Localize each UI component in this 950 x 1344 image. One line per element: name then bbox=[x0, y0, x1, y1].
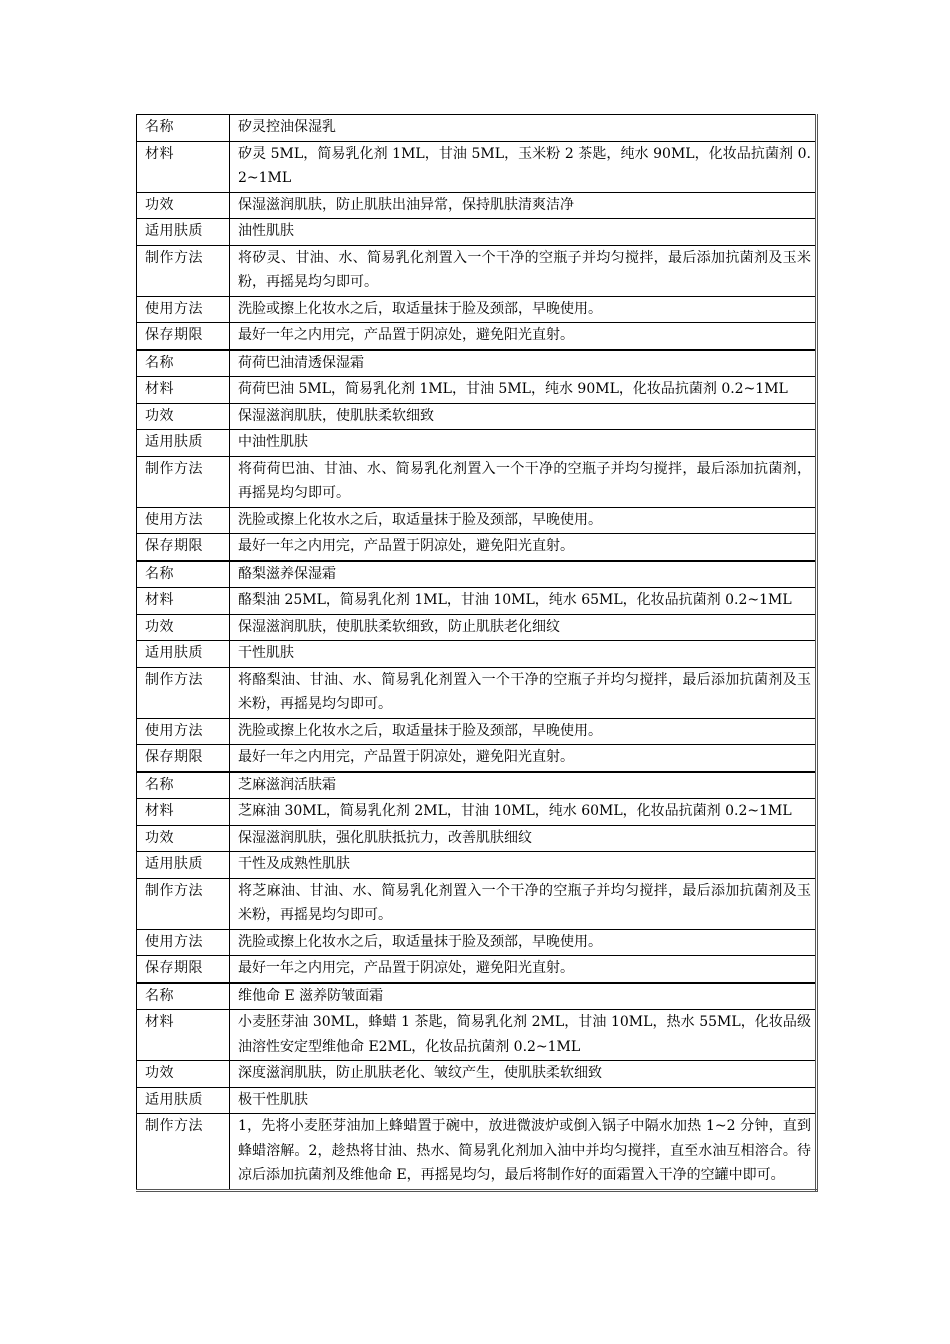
recipe-method: 将芝麻油、甘油、水、简易乳化剂置入一个干净的空瓶子并均匀搅拌，最后添加抗菌剂及玉米粉，再摇晃均匀即可。 bbox=[230, 878, 817, 929]
row-label-skin: 适用肤质 bbox=[137, 641, 230, 668]
recipe-storage: 最好一年之内用完，产品置于阴凉处，避免阳光直射。 bbox=[230, 534, 817, 561]
recipe-storage: 最好一年之内用完，产品置于阴凉处，避免阳光直射。 bbox=[230, 956, 817, 983]
recipe-materials: 酪梨油 25ML，简易乳化剂 1ML，甘油 10ML，纯水 65ML，化妆品抗菌剂 0.2~1ML bbox=[230, 588, 817, 615]
table-row bbox=[137, 852, 817, 879]
table-row bbox=[137, 956, 817, 983]
recipe-effect: 保湿滋润肌肤，防止肌肤出油异常，保持肌肤清爽洁净 bbox=[230, 192, 817, 219]
recipe-usage: 洗脸或擦上化妆水之后，取适量抹于脸及颈部，早晚使用。 bbox=[230, 929, 817, 956]
table-row bbox=[137, 192, 817, 219]
recipe-skin: 油性肌肤 bbox=[230, 219, 817, 246]
recipe-block bbox=[137, 561, 817, 772]
table-row bbox=[137, 718, 817, 745]
recipe-block bbox=[137, 772, 817, 983]
recipe-name: 维他命 E 滋养防皱面霜 bbox=[230, 983, 817, 1010]
table-row bbox=[137, 245, 817, 296]
row-label-materials: 材料 bbox=[137, 799, 230, 826]
table-row bbox=[137, 983, 817, 1010]
row-label-materials: 材料 bbox=[137, 141, 230, 192]
row-label-effect: 功效 bbox=[137, 403, 230, 430]
row-label-name: 名称 bbox=[137, 983, 230, 1010]
table-row bbox=[137, 1061, 817, 1088]
table-row bbox=[137, 772, 817, 799]
row-label-storage: 保存期限 bbox=[137, 745, 230, 772]
row-label-usage: 使用方法 bbox=[137, 929, 230, 956]
row-label-usage: 使用方法 bbox=[137, 296, 230, 323]
row-label-effect: 功效 bbox=[137, 192, 230, 219]
row-label-effect: 功效 bbox=[137, 1061, 230, 1088]
table-row bbox=[137, 745, 817, 772]
recipe-method: 将酪梨油、甘油、水、简易乳化剂置入一个干净的空瓶子并均匀搅拌，最后添加抗菌剂及玉米粉，再摇晃均匀即可。 bbox=[230, 667, 817, 718]
table-row bbox=[137, 561, 817, 588]
table-row bbox=[137, 323, 817, 350]
recipe-name: 芝麻滋润活肤霜 bbox=[230, 772, 817, 799]
row-label-skin: 适用肤质 bbox=[137, 430, 230, 457]
table-row bbox=[137, 219, 817, 246]
table-row bbox=[137, 507, 817, 534]
table-row bbox=[137, 667, 817, 718]
table-row bbox=[137, 878, 817, 929]
table-row bbox=[137, 825, 817, 852]
row-label-name: 名称 bbox=[137, 350, 230, 377]
row-label-skin: 适用肤质 bbox=[137, 219, 230, 246]
row-label-storage: 保存期限 bbox=[137, 534, 230, 561]
table-row bbox=[137, 403, 817, 430]
table-row bbox=[137, 115, 817, 142]
row-label-method: 制作方法 bbox=[137, 878, 230, 929]
recipe-skin: 极干性肌肤 bbox=[230, 1087, 817, 1114]
row-label-materials: 材料 bbox=[137, 588, 230, 615]
table-row bbox=[137, 141, 817, 192]
recipe-block bbox=[137, 983, 817, 1191]
row-label-method: 制作方法 bbox=[137, 667, 230, 718]
recipe-materials: 荷荷巴油 5ML，简易乳化剂 1ML，甘油 5ML，纯水 90ML，化妆品抗菌剂 0.2~1ML bbox=[230, 377, 817, 404]
recipe-block bbox=[137, 350, 817, 561]
row-label-materials: 材料 bbox=[137, 1010, 230, 1061]
recipe-block bbox=[137, 115, 817, 350]
row-label-storage: 保存期限 bbox=[137, 956, 230, 983]
table-row bbox=[137, 350, 817, 377]
recipe-usage: 洗脸或擦上化妆水之后，取适量抹于脸及颈部，早晚使用。 bbox=[230, 507, 817, 534]
row-label-name: 名称 bbox=[137, 772, 230, 799]
recipe-table bbox=[136, 114, 818, 1192]
table-row bbox=[137, 534, 817, 561]
table-row bbox=[137, 641, 817, 668]
document-page bbox=[136, 114, 819, 1192]
table-row bbox=[137, 1010, 817, 1061]
row-label-method: 制作方法 bbox=[137, 456, 230, 507]
row-label-name: 名称 bbox=[137, 115, 230, 142]
recipe-name: 荷荷巴油清透保湿霜 bbox=[230, 350, 817, 377]
table-row bbox=[137, 799, 817, 826]
recipe-name: 矽灵控油保湿乳 bbox=[230, 115, 817, 142]
table-row bbox=[137, 377, 817, 404]
row-label-skin: 适用肤质 bbox=[137, 1087, 230, 1114]
recipe-materials: 小麦胚芽油 30ML，蜂蜡 1 茶匙，简易乳化剂 2ML，甘油 10ML，热水 55ML，化妆品级油溶性安定型维他命 E2ML，化妆品抗菌剂 0.2~1ML bbox=[230, 1010, 817, 1061]
table-row bbox=[137, 588, 817, 615]
recipe-usage: 洗脸或擦上化妆水之后，取适量抹于脸及颈部，早晚使用。 bbox=[230, 718, 817, 745]
recipe-effect: 保湿滋润肌肤，强化肌肤抵抗力，改善肌肤细纹 bbox=[230, 825, 817, 852]
row-label-method: 制作方法 bbox=[137, 1114, 230, 1191]
row-label-storage: 保存期限 bbox=[137, 323, 230, 350]
table-row bbox=[137, 1114, 817, 1191]
recipe-method: 将矽灵、甘油、水、简易乳化剂置入一个干净的空瓶子并均匀搅拌，最后添加抗菌剂及玉米粉，再摇晃均匀即可。 bbox=[230, 245, 817, 296]
recipe-effect: 深度滋润肌肤，防止肌肤老化、皱纹产生，使肌肤柔软细致 bbox=[230, 1061, 817, 1088]
recipe-skin: 干性肌肤 bbox=[230, 641, 817, 668]
recipe-method: 1，先将小麦胚芽油加上蜂蜡置于碗中，放进微波炉或倒入锅子中隔水加热 1~2 分钟，直到蜂蜡溶解。2，趁热将甘油、热水、简易乳化剂加入油中并均匀搅拌，直至水油互相溶合。待凉后添加抗菌剂及维他命 E，再摇晃均匀，最后将制作好的面霜置入干净的空罐中即可。 bbox=[230, 1114, 817, 1191]
recipe-usage: 洗脸或擦上化妆水之后，取适量抹于脸及颈部，早晚使用。 bbox=[230, 296, 817, 323]
row-label-effect: 功效 bbox=[137, 825, 230, 852]
recipe-storage: 最好一年之内用完，产品置于阴凉处，避免阳光直射。 bbox=[230, 323, 817, 350]
row-label-usage: 使用方法 bbox=[137, 718, 230, 745]
row-label-skin: 适用肤质 bbox=[137, 852, 230, 879]
table-row bbox=[137, 296, 817, 323]
recipe-method: 将荷荷巴油、甘油、水、简易乳化剂置入一个干净的空瓶子并均匀搅拌，最后添加抗菌剂，再摇晃均匀即可。 bbox=[230, 456, 817, 507]
row-label-materials: 材料 bbox=[137, 377, 230, 404]
row-label-usage: 使用方法 bbox=[137, 507, 230, 534]
table-row bbox=[137, 1087, 817, 1114]
table-row bbox=[137, 430, 817, 457]
recipe-effect: 保湿滋润肌肤，使肌肤柔软细致 bbox=[230, 403, 817, 430]
recipe-materials: 矽灵 5ML，简易乳化剂 1ML，甘油 5ML，玉米粉 2 茶匙，纯水 90ML，化妆品抗菌剂 0.2~1ML bbox=[230, 141, 817, 192]
row-label-method: 制作方法 bbox=[137, 245, 230, 296]
recipe-effect: 保湿滋润肌肤，使肌肤柔软细致，防止肌肤老化细纹 bbox=[230, 614, 817, 641]
table-row bbox=[137, 614, 817, 641]
recipe-skin: 干性及成熟性肌肤 bbox=[230, 852, 817, 879]
recipe-storage: 最好一年之内用完，产品置于阴凉处，避免阳光直射。 bbox=[230, 745, 817, 772]
recipe-skin: 中油性肌肤 bbox=[230, 430, 817, 457]
table-row bbox=[137, 929, 817, 956]
recipe-materials: 芝麻油 30ML，简易乳化剂 2ML，甘油 10ML，纯水 60ML，化妆品抗菌剂 0.2~1ML bbox=[230, 799, 817, 826]
recipe-name: 酪梨滋养保湿霜 bbox=[230, 561, 817, 588]
row-label-name: 名称 bbox=[137, 561, 230, 588]
row-label-effect: 功效 bbox=[137, 614, 230, 641]
table-row bbox=[137, 456, 817, 507]
